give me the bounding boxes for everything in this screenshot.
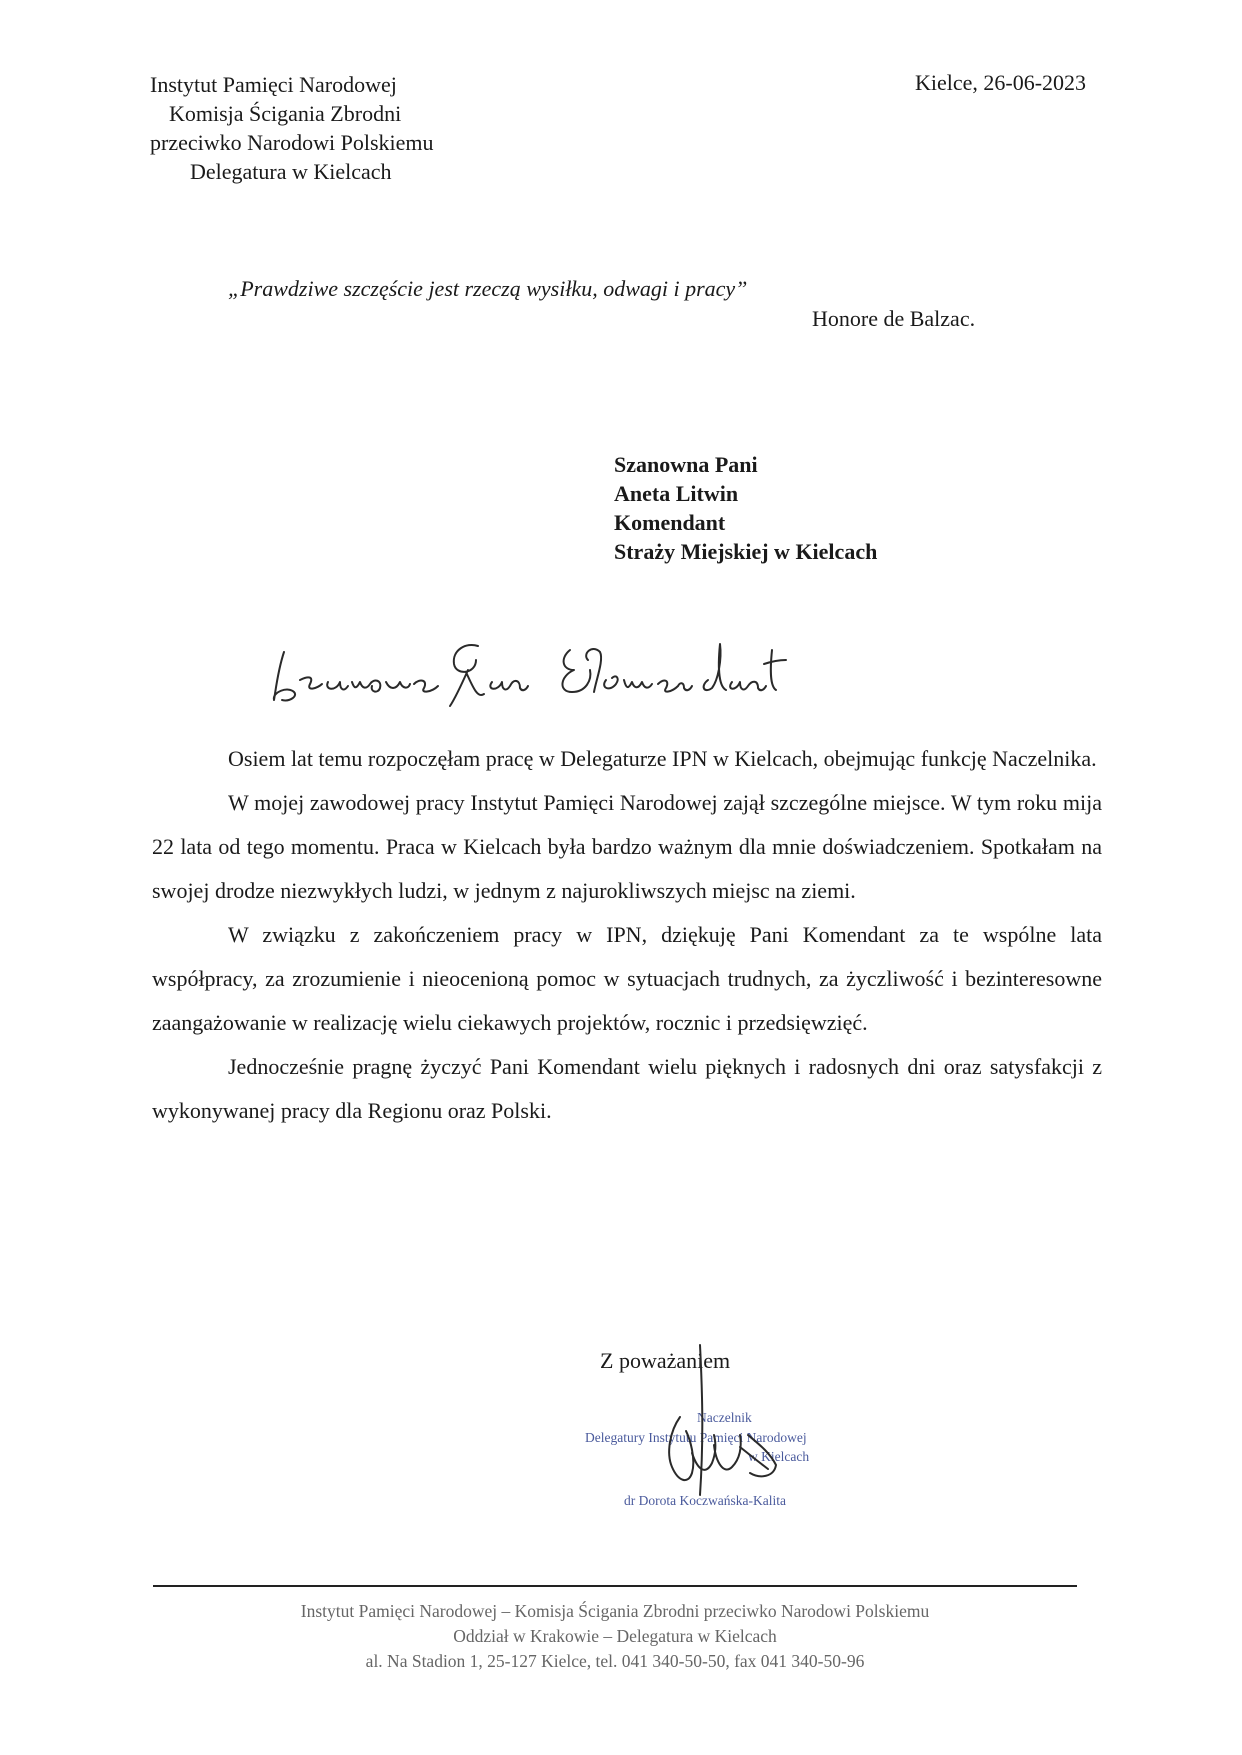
body-paragraph-4: Jednocześnie pragnę życzyć Pani Komendant wielu pięknych i radosnych dni oraz satysfakcji z wykonywanej pracy dla Regionu oraz Polski. (152, 1054, 1102, 1123)
handwritten-salutation (270, 630, 790, 720)
letter-date: Kielce, 26-06-2023 (915, 70, 1087, 95)
footer-divider (153, 1585, 1077, 1587)
footer-line-1: Instytut Pamięci Narodowej – Komisja Ścigania Zbrodni przeciwko Narodowi Polskiemu (300, 1601, 930, 1621)
stamp-city: w Kielcach (748, 1449, 810, 1464)
handwritten-signature (620, 1335, 790, 1515)
sender-line-4: Delegatura w Kielcach (190, 159, 392, 184)
sender-line-1: Instytut Pamięci Narodowej (150, 72, 397, 97)
recipient-line-4: Straży Miejskiej w Kielcach (614, 539, 878, 564)
recipient-line-3: Komendant (614, 510, 726, 535)
recipient-line-1: Szanowna Pani (614, 452, 758, 477)
stamp-name: dr Dorota Koczwańska-Kalita (624, 1493, 786, 1508)
letter-body (152, 737, 1102, 1133)
closing-phrase: Z poważaniem (600, 1348, 731, 1373)
sender-line-2: Komisja Ścigania Zbrodni (169, 101, 402, 126)
stamp-department: Delegatury Instytutu Pamięci Narodowej (585, 1430, 807, 1445)
sender-block (150, 70, 434, 186)
footer-line-3: al. Na Stadion 1, 25-127 Kielce, tel. 041 340-50-50, fax 041 340-50-96 (365, 1651, 865, 1671)
body-paragraph-2: W mojej zawodowej pracy Instytut Pamięci Narodowej zajął szczególne miejsce. W tym roku mija 22 lata od tego momentu. Praca w Kielcach była bardzo ważnym dla mnie doświadczeniem. Spotkałam na swojej drodze niezwykłych ludzi, w jednym z najurokliwszych miejsc na ziemi. (152, 790, 1102, 903)
stamp-title: Naczelnik (697, 1410, 752, 1425)
footer (153, 1599, 1077, 1674)
footer-line-2: Oddział w Krakowie – Delegatura w Kielcach (453, 1626, 777, 1646)
recipient-block (614, 450, 877, 566)
recipient-line-2: Aneta Litwin (614, 481, 739, 506)
sender-line-3: przeciwko Narodowi Polskiemu (150, 130, 434, 155)
quote-author: Honore de Balzac. (812, 306, 976, 331)
quote-text: „Prawdziwe szczęście jest rzeczą wysiłku, odwagi i pracy” (228, 276, 748, 301)
body-paragraph-3: W związku z zakończeniem pracy w IPN, dziękuję Pani Komendant za te wspólne lata współpracy, za zrozumienie i nieocenioną pomoc w sytuacjach trudnych, za życzliwość i bezinteresowne zaangażowanie w realizację wielu ciekawych projektów, rocznic i przedsięwzięć. (152, 922, 1102, 1035)
body-paragraph-1: Osiem lat temu rozpoczęłam pracę w Delegaturze IPN w Kielcach, obejmując funkcję Naczelnika. (228, 746, 1097, 771)
